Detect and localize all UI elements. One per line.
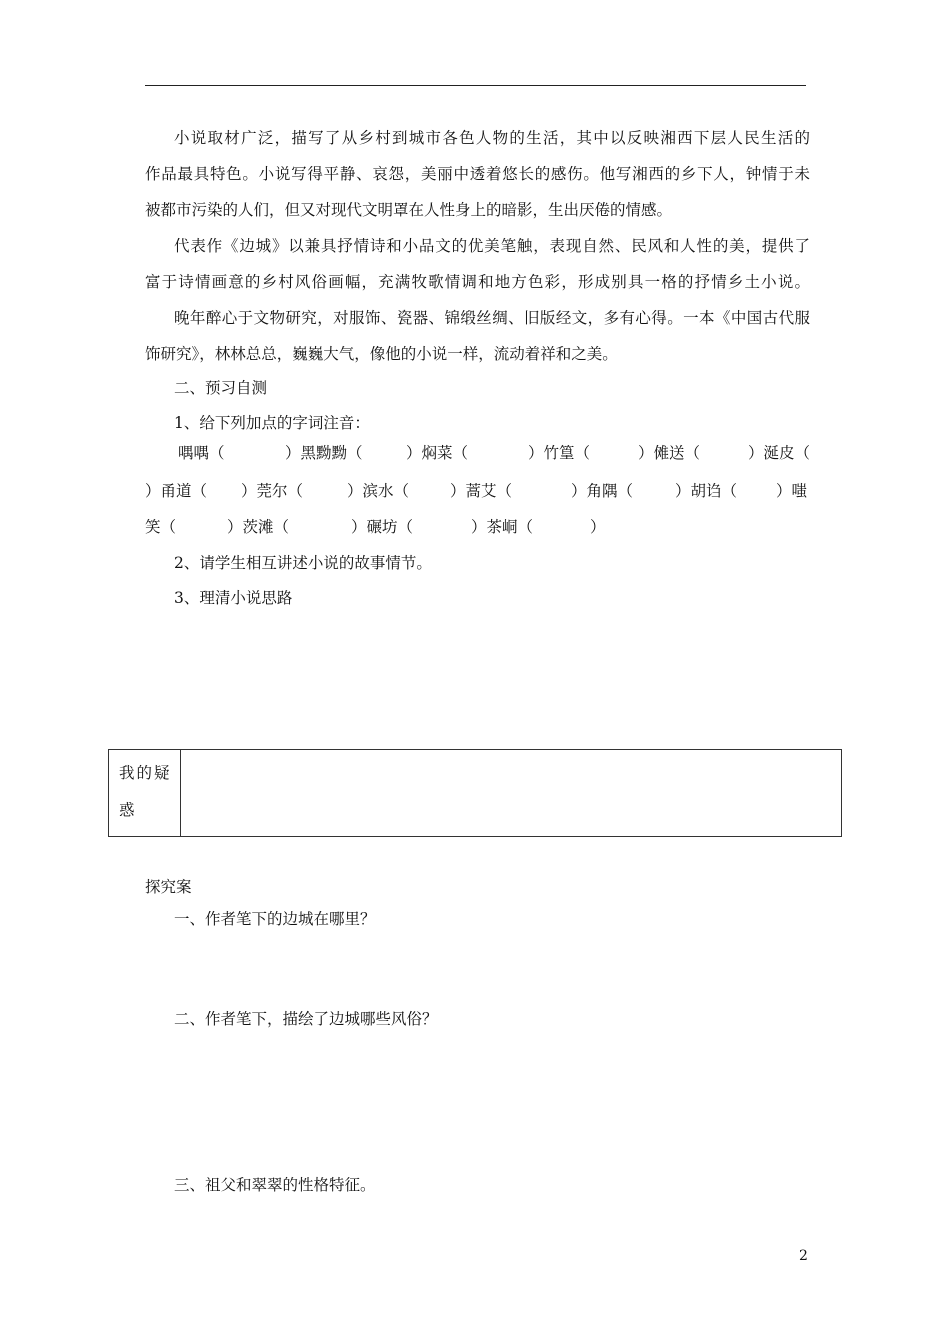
paragraph-line: 小说取材广泛，描写了从乡村到城市各色人物的生活，其中以反映湘西下层人民生活的: [174, 129, 810, 147]
paragraph-line: 代表作《边城》以兼具抒情诗和小品文的优美笔触，表现自然、民风和人性的美，提供了: [174, 237, 810, 255]
header-rule: [145, 85, 806, 86]
pinyin-item: ）黑黝黝（: [285, 444, 363, 462]
section-heading: 二、预习自测: [174, 379, 268, 397]
explore-question-3: 三、祖父和翠翠的性格特征。: [174, 1176, 376, 1194]
pinyin-item: ）蒿艾（: [450, 482, 513, 500]
paragraph-line: 被都市污染的人们，但又对现代文明罩在人性身上的暗影，生出厌倦的情感。: [145, 201, 673, 219]
pinyin-item: ）焖菜（: [406, 444, 469, 462]
page-number: 2: [799, 1248, 808, 1264]
pinyin-item: ）竹篁（: [528, 444, 591, 462]
doubt-label: 我的疑: [119, 764, 172, 782]
doubt-table: [108, 749, 842, 837]
doubt-label-cell: [109, 750, 181, 836]
pinyin-item: 笑（: [145, 518, 177, 536]
pinyin-item: ）: [590, 518, 606, 536]
question-1: 1、给下列加点的字词注音：: [174, 414, 370, 432]
pinyin-item: ）嗤: [776, 482, 808, 500]
doubt-answer-cell[interactable]: [181, 750, 841, 836]
pinyin-item: ）傩送（: [638, 444, 701, 462]
pinyin-item: 喁喁（: [178, 444, 225, 462]
pinyin-item: ）莞尔（: [241, 482, 304, 500]
paragraph-line: 晚年醉心于文物研究，对服饰、瓷器、锦缎丝绸、旧版经文，多有心得。一本《中国古代服: [174, 309, 810, 327]
paragraph-line: 作品最具特色。小说写得平静、哀怨，美丽中透着悠长的感伤。他写湘西的乡下人，钟情于未: [145, 165, 810, 183]
paragraph-line: 富于诗情画意的乡村风俗画幅，充满牧歌情调和地方色彩，形成别具一格的抒情乡土小说。: [145, 273, 810, 291]
pinyin-item: ）滨水（: [347, 482, 410, 500]
question-3: 3、理清小说思路: [174, 589, 293, 607]
pinyin-item: ）茨滩（: [227, 518, 290, 536]
pinyin-item: ）涎皮（: [748, 444, 811, 462]
pinyin-item: ）甬道（: [145, 482, 208, 500]
explore-title: 探究案: [145, 878, 192, 896]
pinyin-item: ）胡诌（: [675, 482, 738, 500]
pinyin-item: ）茶峒（: [471, 518, 534, 536]
paragraph-line: 饰研究》，林林总总，巍巍大气，像他的小说一样，流动着祥和之美。: [145, 345, 618, 363]
pinyin-item: ）碾坊（: [351, 518, 414, 536]
explore-question-2: 二、作者笔下，描绘了边城哪些风俗？: [174, 1010, 438, 1028]
pinyin-item: ）角隅（: [571, 482, 634, 500]
doubt-label: 惑: [119, 801, 137, 819]
question-2: 2、请学生相互讲述小说的故事情节。: [174, 554, 432, 572]
explore-question-1: 一、作者笔下的边城在哪里？: [174, 910, 376, 928]
